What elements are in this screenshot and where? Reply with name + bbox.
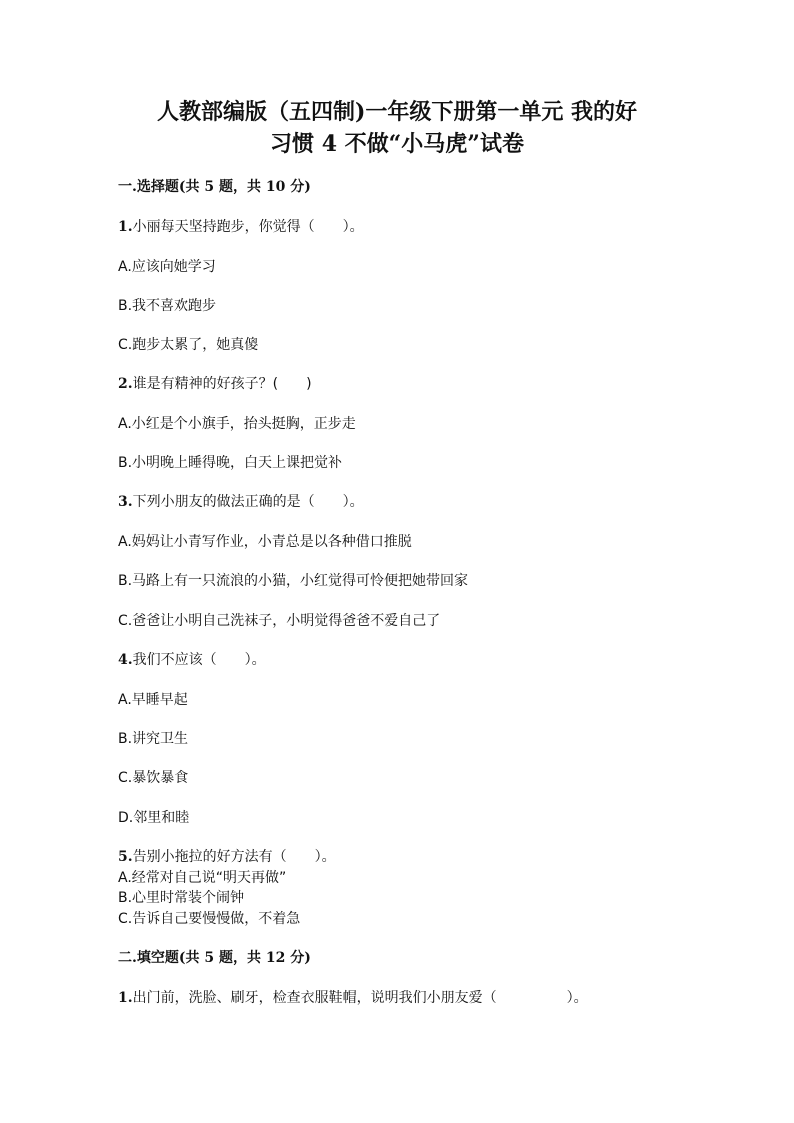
option-a: A.经常对自己说“明天再做” bbox=[118, 870, 287, 886]
option-b: B.小明晚上睡得晚，白天上课把觉补 bbox=[118, 455, 343, 471]
question-number: 5. bbox=[118, 849, 133, 865]
question-5 bbox=[118, 847, 336, 867]
question-3 bbox=[118, 492, 364, 512]
section-heading-multiple-choice: 一.选择题(共 5 题，共 10 分) bbox=[118, 179, 311, 195]
option-a: A.妈妈让小青写作业，小青总是以各种借口推脱 bbox=[118, 534, 412, 550]
option-b: B.马路上有一只流浪的小猫，小红觉得可怜便把她带回家 bbox=[118, 573, 469, 589]
question-number: 1. bbox=[118, 219, 133, 235]
document-title-line-1: 人教部编版（五四制)一年级下册第一单元 我的好 bbox=[156, 99, 638, 125]
fill-question-1 bbox=[118, 988, 588, 1008]
option-a: A.小红是个小旗手，抬头挺胸，正步走 bbox=[118, 416, 356, 432]
option-b: B.讲究卫生 bbox=[118, 731, 189, 747]
question-text: 告别小拖拉的好方法有（ ）。 bbox=[132, 849, 336, 865]
question-4 bbox=[118, 650, 266, 670]
document-title-line-2: 习惯 4 不做“小马虎”试卷 bbox=[270, 131, 524, 157]
option-c: C.告诉自己要慢慢做，不着急 bbox=[118, 911, 301, 927]
option-c: C.暴饮暴食 bbox=[118, 770, 189, 786]
question-text: 出门前，洗脸、刷牙，检查衣服鞋帽，说明我们小朋友爱（ ）。 bbox=[132, 990, 588, 1006]
question-1 bbox=[118, 217, 364, 237]
option-a: A.应该向她学习 bbox=[118, 259, 216, 275]
question-number: 2. bbox=[118, 376, 133, 392]
question-number: 4. bbox=[118, 652, 133, 668]
question-text: 下列小朋友的做法正确的是（ ）。 bbox=[132, 494, 364, 510]
question-text: 小丽每天坚持跑步，你觉得（ ）。 bbox=[132, 219, 364, 235]
option-c: C.跑步太累了，她真傻 bbox=[118, 337, 259, 353]
section-heading-fill-in: 二.填空题(共 5 题，共 12 分) bbox=[118, 950, 311, 966]
question-number: 1. bbox=[118, 990, 133, 1006]
question-2 bbox=[118, 374, 312, 394]
question-text: 谁是有精神的好孩子？( ) bbox=[132, 376, 312, 392]
question-number: 3. bbox=[118, 494, 133, 510]
option-a: A.早睡早起 bbox=[118, 692, 188, 708]
option-d: D.邻里和睦 bbox=[118, 810, 190, 826]
option-c: C.爸爸让小明自己洗袜子，小明觉得爸爸不爱自己了 bbox=[118, 613, 441, 629]
question-text: 我们不应该（ ）。 bbox=[132, 652, 266, 668]
option-b: B.心里时常装个闹钟 bbox=[118, 890, 245, 906]
option-b: B.我不喜欢跑步 bbox=[118, 298, 217, 314]
